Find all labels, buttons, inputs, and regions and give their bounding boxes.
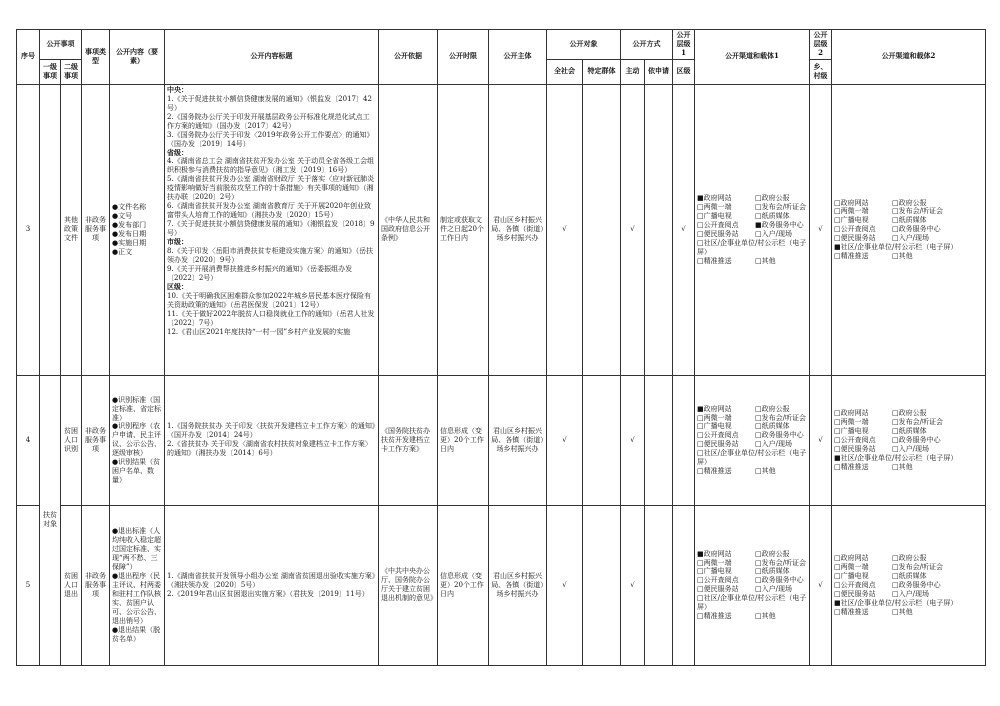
district-cell xyxy=(673,375,695,505)
title-item: 4.《湖南省总工会 湖南省扶贫开发办公室 关于动员全省各级工会组织积极参与消费扶贫的指导意见》（湘工发〔2019〕16号） xyxy=(167,157,375,175)
channel-option: ■政务服务中心 xyxy=(755,220,804,229)
channel-option: □纸质媒体 xyxy=(755,422,790,431)
channel-option: □其他 xyxy=(755,467,776,476)
channels2-cell xyxy=(832,375,986,505)
channel-option: □政府公报 xyxy=(892,554,927,563)
element-item: ●识别结果（贫困户名单、数量） xyxy=(112,458,161,485)
channels2-cell xyxy=(832,505,986,665)
channels1-cell xyxy=(695,375,810,505)
channel-option: □发布会/听证会 xyxy=(892,417,943,426)
district-cell: √ xyxy=(673,84,695,375)
channel-grid xyxy=(697,550,807,622)
channel-option: □精准推送 xyxy=(834,607,869,616)
channel-option: □便民服务站 xyxy=(697,440,739,449)
society-cell: √ xyxy=(547,505,583,665)
header-level1-item: 一级事项 xyxy=(40,59,61,84)
channel-grid xyxy=(834,409,983,472)
channel-option: □政府公报 xyxy=(755,549,790,558)
channels1-cell xyxy=(695,505,810,665)
title-item: 2.《国务院办公厅关于印发开展基层政务公开标准化规范化试点工作方案的通知》（国办发〔2017〕42号） xyxy=(167,112,370,130)
channel-option: ■社区/企事业单位/村公示栏（电子屏） xyxy=(834,243,958,252)
element-item: ●退出程序（民主评议、村两委和驻村工作队核实、贫困户认可、公示公告、退出销号） xyxy=(112,571,161,625)
specific-cell xyxy=(583,375,621,505)
channel-grid xyxy=(697,405,807,477)
level1-item-cell xyxy=(40,84,61,375)
elements-cell xyxy=(110,84,165,375)
title-item: 1.《国务院扶贫办 关于印发〈扶贫开发建档立卡工作方案〉的通知》（国开办发〔2014〕24号） xyxy=(167,422,376,440)
channel-option: □纸质媒体 xyxy=(892,216,927,225)
item-type-cell: 非政务服务事项 xyxy=(82,84,110,375)
header-channels2: 公开渠道和载体2 xyxy=(832,30,986,85)
channel-option: □精准推送 xyxy=(834,252,869,261)
channel-option: □精准推送 xyxy=(834,462,869,471)
channel-option: □入户/现场 xyxy=(755,585,792,594)
channel-option: □政府公报 xyxy=(755,194,790,203)
channel-option: □其他 xyxy=(892,462,913,471)
channel-option: □公开查阅点 xyxy=(697,220,739,229)
title-item: 10.《关于明确我区困难群众参加2022年城乡居民基本医疗保险有关资助政策的通知》（岳君医保发〔2021〕12号） xyxy=(167,291,371,309)
channel-option: □发布会/听证会 xyxy=(892,562,943,571)
header-on-request: 依申请 xyxy=(645,59,673,84)
channel-option: □其他 xyxy=(892,607,913,616)
channel-option: ■政府网站 xyxy=(697,549,732,558)
element-item: ●正文 xyxy=(112,247,133,256)
item-type-cell: 非政务服务事项 xyxy=(82,375,110,505)
header-item-type: 事项类型 xyxy=(82,30,110,85)
channel-option: □政府网站 xyxy=(834,198,869,207)
title-item: 6.《湖南省扶贫开发办公室 湖南省教育厅 关于开展2020年创业致富带头人培育工作的通知》（湘扶办发〔2020〕15号） xyxy=(167,202,371,220)
header-district: 区级 xyxy=(673,59,695,84)
channel-option: □入户/现场 xyxy=(892,234,929,243)
on-request-cell xyxy=(645,375,673,505)
title-item: 2.《省扶贫办 关于印发〈湖南省农村扶贫对象建档立卡工作方案〉的通知》（湘扶办发〔2014〕6号） xyxy=(167,440,372,458)
district-cell xyxy=(673,505,695,665)
channel-option: □入户/现场 xyxy=(892,589,929,598)
header-level1: 公开层级1 xyxy=(673,30,695,60)
subject-cell: 君山区乡村振兴局、各镇（街道）场乡村振兴办 xyxy=(489,375,547,505)
element-item: ●实施日期 xyxy=(112,238,147,247)
element-item: ●识别程序（农户申请、民主评议、公示公告、逐级审核） xyxy=(112,422,161,458)
channel-option: □社区/企事业单位/村公示栏（电子屏） xyxy=(697,238,807,256)
channel-option: □便民服务站 xyxy=(834,589,876,598)
channels1-cell xyxy=(695,84,810,375)
channel-grid xyxy=(697,194,807,266)
level2-item-cell: 其他政策文件 xyxy=(61,84,82,375)
channel-option: □两微一端 xyxy=(834,562,869,571)
title-group-heading: 区级： xyxy=(167,281,188,291)
society-cell: √ xyxy=(547,84,583,375)
on-request-cell xyxy=(645,505,673,665)
header-specific: 特定群体 xyxy=(583,59,621,84)
title-item: 8.《关于印发〈岳阳市消费扶贫专柜建设实施方案〉的通知》（岳扶领办发〔2020〕9号） xyxy=(167,247,374,264)
level2-item-cell: 贫困人口退出 xyxy=(61,505,82,665)
channel-option: □政府网站 xyxy=(834,409,869,418)
time-limit-cell: 信息形成（变更）20个工作日内 xyxy=(438,375,489,505)
channel-option: □纸质媒体 xyxy=(892,571,927,580)
title-item: 3.《国务院办公厅关于印发〈2019年政务公开工作要点〉的通知》（国办发〔2019〕14号） xyxy=(167,130,374,148)
header-basis: 公开依据 xyxy=(379,30,438,85)
time-limit-cell: 制定或获取文件之日起20个工作日内 xyxy=(438,84,489,375)
item-type-cell: 非政务服务事项 xyxy=(82,505,110,665)
header-subject: 公开主体 xyxy=(489,30,547,85)
title-item: 7.《关于促进扶贫小额信贷健康发展的通知》（湘银监发〔2018〕9号） xyxy=(167,220,375,238)
channel-option: □广播电视 xyxy=(834,426,869,435)
header-channels1: 公开渠道和载体1 xyxy=(695,30,810,85)
seq-cell: 4 xyxy=(17,375,40,505)
channel-option: □纸质媒体 xyxy=(755,211,790,220)
channel-option: □政务服务中心 xyxy=(755,576,804,585)
channel-option: ■政府网站 xyxy=(697,404,732,413)
title-group-heading: 中央： xyxy=(167,84,188,94)
element-item: ●发布部门 xyxy=(112,220,147,229)
elements-cell xyxy=(110,375,165,505)
titles-cell xyxy=(165,375,379,505)
channel-option: □政务服务中心 xyxy=(892,580,941,589)
channel-option: □两微一端 xyxy=(834,207,869,216)
channel-option: □政务服务中心 xyxy=(892,435,941,444)
header-matter: 公开事项 xyxy=(40,30,82,60)
channel-grid xyxy=(834,199,983,262)
channel-option: □发布会/听证会 xyxy=(892,207,943,216)
titles-cell xyxy=(165,505,379,665)
header-level2-item: 二级事项 xyxy=(61,59,82,84)
header-seq: 序号 xyxy=(17,30,40,85)
seq-cell: 5 xyxy=(17,505,40,665)
time-limit-cell: 信息形成（变更）20个工作日内 xyxy=(438,505,489,665)
channel-option: □广播电视 xyxy=(834,571,869,580)
subject-cell: 君山区乡村振兴局、各镇（街道）场乡村振兴办 xyxy=(489,505,547,665)
titles-cell xyxy=(165,84,379,375)
township-cell: √ xyxy=(810,505,832,665)
channel-option: □政务服务中心 xyxy=(755,431,804,440)
header-society: 全社会 xyxy=(547,59,583,84)
channel-option: ■政府网站 xyxy=(697,194,732,203)
channel-option: □政府公报 xyxy=(892,198,927,207)
element-item: ●文号 xyxy=(112,211,133,220)
disclosure-table xyxy=(16,29,986,666)
channel-option: □便民服务站 xyxy=(697,229,739,238)
channel-option: □社区/企事业单位/村公示栏（电子屏） xyxy=(697,449,807,467)
header-audience: 公开对象 xyxy=(547,30,621,60)
header-method: 公开方式 xyxy=(621,30,673,60)
element-item: ●退出结果（脱贫名单） xyxy=(112,625,161,643)
channel-option: □公开查阅点 xyxy=(834,225,876,234)
channel-option: □便民服务站 xyxy=(834,234,876,243)
channel-option: □两微一端 xyxy=(697,413,732,422)
level1-item-cell: 扶贫对象 xyxy=(40,375,61,665)
channel-option: □入户/现场 xyxy=(892,444,929,453)
title-item: 9.《关于开展消费帮扶推进乡村振兴的通知》（岳委振组办发〔2022〕2号） xyxy=(167,264,353,282)
level2-item-cell: 贫困人口识别 xyxy=(61,375,82,505)
header-content-title: 公开内容标题 xyxy=(165,30,379,85)
channel-option: □广播电视 xyxy=(834,216,869,225)
township-cell: √ xyxy=(810,84,832,375)
channel-option: □社区/企事业单位/村公示栏（电子屏） xyxy=(697,594,807,612)
seq-cell: 3 xyxy=(17,84,40,375)
header-time-limit: 公开时限 xyxy=(438,30,489,85)
channel-option: □精准推送 xyxy=(697,256,732,265)
channel-grid xyxy=(834,554,983,617)
header-row-1 xyxy=(17,30,986,60)
basis-cell: 《中共中央办公厅、国务院办公厅关于建立贫困退出机制的意见》 xyxy=(379,505,438,665)
channel-option: □政府网站 xyxy=(834,554,869,563)
title-item: 11.《关于做好2022年脱贫人口稳岗就业工作的通知》（岳君人社发〔2022〕7号） xyxy=(167,309,375,327)
title-item: 12.《君山区2021年度扶持“一村一园”乡村产业发展的实施 xyxy=(167,327,351,336)
table-row xyxy=(17,375,986,505)
element-item: ●识别标准（国定标准、省定标准） xyxy=(112,395,161,422)
title-item: 1.《关于促进扶贫小额信贷健康发展的通知》（银监发〔2017〕42号） xyxy=(167,94,372,112)
channel-option: □便民服务站 xyxy=(697,585,739,594)
channel-option: □公开查阅点 xyxy=(834,580,876,589)
channel-option: □广播电视 xyxy=(697,211,732,220)
specific-cell xyxy=(583,505,621,665)
channel-option: □其他 xyxy=(892,252,913,261)
channel-option: □其他 xyxy=(755,612,776,621)
channel-option: □发布会/听证会 xyxy=(755,558,806,567)
title-group-heading: 市级： xyxy=(167,237,188,247)
channel-option: □入户/现场 xyxy=(755,440,792,449)
channel-option: □入户/现场 xyxy=(755,229,792,238)
on-request-cell xyxy=(645,84,673,375)
table-row xyxy=(17,505,986,665)
channel-option: □政务服务中心 xyxy=(892,225,941,234)
title-item: 5.《湖南省扶贫开发办公室 湖南省财政厅 关于落实〈应对新冠肺炎疫情影响做好当前脱贫攻坚工作的十条措施〉有关事项的通知》（湘扶办联〔2020〕2号） xyxy=(167,175,375,202)
channel-option: □精准推送 xyxy=(697,467,732,476)
table-row xyxy=(17,84,986,375)
channel-option: ■社区/企事业单位/村公示栏（电子屏） xyxy=(834,453,958,462)
title-item: 1.《湖南省扶贫开发领导小组办公室 湖南省贫困退出验收实施方案》（湘扶领办发〔2020〕5号） xyxy=(167,571,376,589)
active-cell: √ xyxy=(621,84,645,375)
channel-option: □广播电视 xyxy=(697,567,732,576)
title-group-heading: 省级： xyxy=(167,147,188,157)
active-cell: √ xyxy=(621,375,645,505)
channels2-cell xyxy=(832,84,986,375)
specific-cell xyxy=(583,84,621,375)
basis-cell: 《国务院扶贫办扶贫开发建档立卡工作方案》 xyxy=(379,375,438,505)
elements-cell xyxy=(110,505,165,665)
active-cell: √ xyxy=(621,505,645,665)
channel-option: □两微一端 xyxy=(697,203,732,211)
channel-option: □公开查阅点 xyxy=(834,435,876,444)
basis-cell: 《中华人民共和国政府信息公开条例》 xyxy=(379,84,438,375)
header-content-elements: 公开内容（要素） xyxy=(110,30,165,85)
channel-option: □纸质媒体 xyxy=(755,567,790,576)
channel-option: □便民服务站 xyxy=(834,444,876,453)
channel-option: □公开查阅点 xyxy=(697,576,739,585)
channel-option: □发布会/听证会 xyxy=(755,413,806,422)
channel-option: □两微一端 xyxy=(697,558,732,567)
channel-option: ■社区/企事业单位/村公示栏（电子屏） xyxy=(834,598,958,607)
header-level2: 公开层级2 xyxy=(810,30,832,60)
header-township: 乡、村级 xyxy=(810,59,832,84)
channel-option: □精准推送 xyxy=(697,612,732,621)
society-cell: √ xyxy=(547,375,583,505)
township-cell: √ xyxy=(810,375,832,505)
header-active: 主动 xyxy=(621,59,645,84)
element-item: ●文件名称 xyxy=(112,203,147,211)
channel-option: □政府公报 xyxy=(755,404,790,413)
channel-option: □政府公报 xyxy=(892,409,927,418)
title-item: 2.《2019年君山区贫困退出实施方案》（君扶发〔2019〕11号） xyxy=(167,589,369,598)
element-item: ●退出标准（人均纯收入稳定超过国定标准、实现“两不愁、三保障”） xyxy=(112,527,161,571)
channel-option: □发布会/听证会 xyxy=(755,203,806,211)
element-item: ●发布日期 xyxy=(112,229,147,238)
channel-option: □两微一端 xyxy=(834,417,869,426)
subject-cell: 君山区乡村振兴局、各镇（街道）场乡村振兴办 xyxy=(489,84,547,375)
channel-option: □公开查阅点 xyxy=(697,431,739,440)
channel-option: □广播电视 xyxy=(697,422,732,431)
channel-option: □其他 xyxy=(755,256,776,265)
channel-option: □纸质媒体 xyxy=(892,426,927,435)
